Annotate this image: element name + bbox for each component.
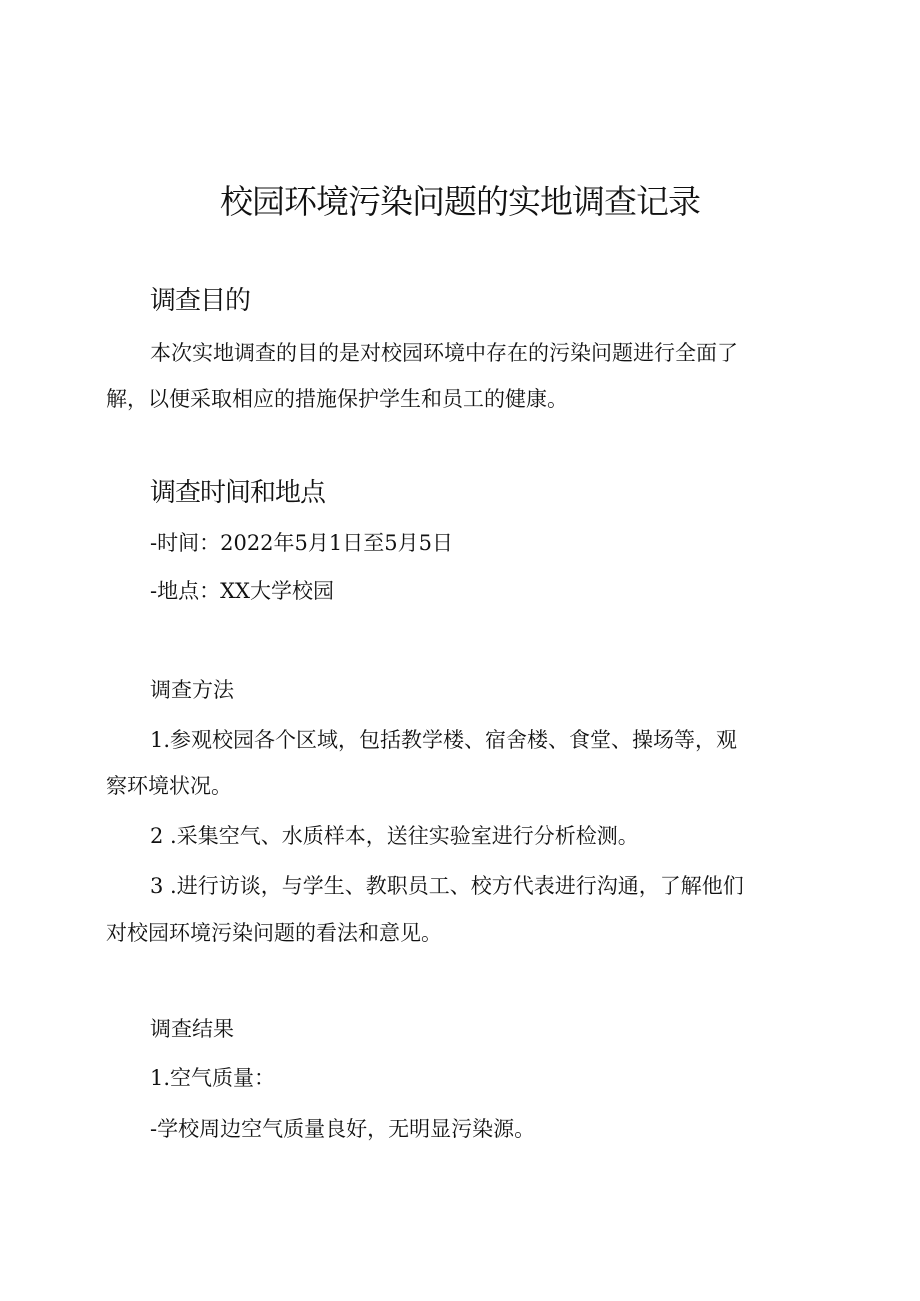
document-title: 校园环境污染问题的实地调查记录 (220, 182, 700, 221)
method-item-2: 2 .采集空气、水质样本，送往实验室进行分析检测。 (150, 824, 639, 848)
method-item-3-line-1: 3 .进行访谈，与学生、教职员工、校方代表进行沟通，了解他们 (150, 874, 744, 898)
section-heading-time-place: 调查时间和地点 (150, 478, 326, 508)
method-item-1-line-1: 1.参观校园各个区域，包括教学楼、宿舍楼、食堂、操场等，观 (150, 728, 738, 752)
section-heading-method: 调查方法 (150, 678, 234, 702)
survey-time: -时间：2022年5月1日至5月5日 (150, 531, 453, 555)
survey-place: -地点：XX大学校园 (150, 579, 334, 603)
section-heading-results: 调查结果 (150, 1017, 234, 1041)
results-item-1: 1.空气质量： (150, 1066, 276, 1090)
method-item-3-line-2: 对校园环境污染问题的看法和意见。 (106, 921, 442, 945)
purpose-paragraph-line-2: 解，以便采取相应的措施保护学生和员工的健康。 (106, 387, 568, 411)
results-item-1-detail: -学校周边空气质量良好，无明显污染源。 (150, 1117, 536, 1141)
purpose-paragraph-line-1: 本次实地调查的目的是对校园环境中存在的污染问题进行全面了 (150, 341, 738, 365)
method-item-1-line-2: 察环境状况。 (106, 774, 232, 798)
section-heading-purpose: 调查目的 (150, 286, 251, 316)
